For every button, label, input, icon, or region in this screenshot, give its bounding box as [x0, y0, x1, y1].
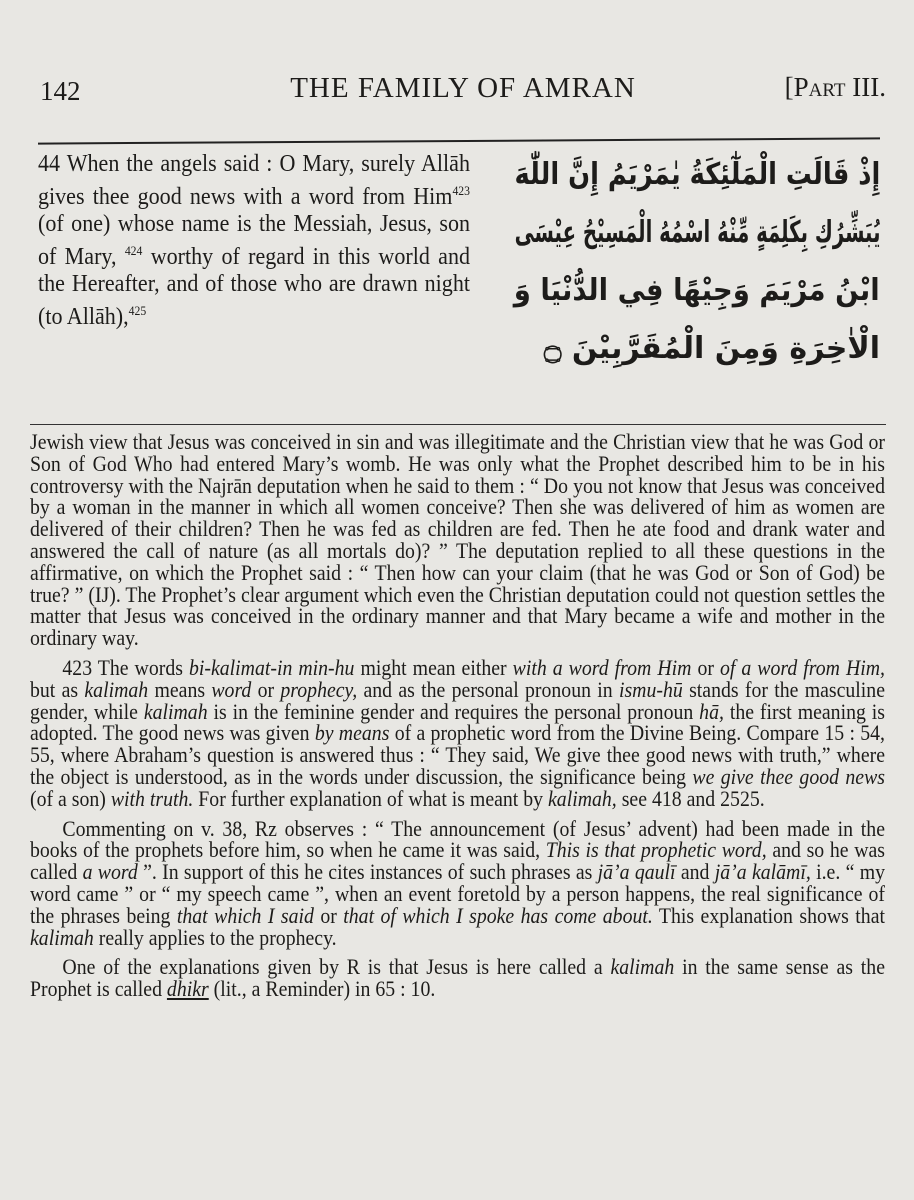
italic-term: This is that prophetic word, [545, 837, 767, 863]
text-run: i.e. “ my word came ” or “ my speech came ”, when an event foretold by a person happens, the real significance of the phrases being [30, 859, 885, 928]
italic-term: jā’a kalāmī, [714, 859, 811, 885]
text-run: ”. In support of this he cites instances of such phrases as [137, 859, 598, 885]
commentary-paragraph [30, 815, 886, 950]
italic-term: by means [314, 720, 390, 746]
italic-term: dhikr [166, 976, 209, 1002]
commentary-paragraph [30, 431, 885, 649]
italic-term: that which I said [176, 902, 314, 928]
page-header [40, 72, 886, 122]
footnote-ref: 425 [128, 303, 147, 318]
text-run: For further explanation of what is meant by [193, 785, 549, 811]
page-number: 142 [40, 76, 81, 106]
italic-term: bi-kalimat-in min-hu [188, 654, 355, 680]
text-run: might mean either [354, 654, 513, 680]
text-run: (lit., a Reminder) in 65 : 10. [208, 976, 436, 1002]
text-run: but as [30, 676, 85, 702]
verse-text: When the angels said : O Mary, surely Allāh gives thee good news with a word from Him [38, 150, 471, 210]
text-run: really applies to the prophecy. [93, 924, 337, 950]
text-run: of a prophetic word from the Divine Being. Compare 15 : 54, 55, where Abraham’s question is answered thus : “ They said, We give thee good news with truth,” where the object is understood, as in the words under discussion, the significance being [30, 720, 885, 789]
commentary [30, 431, 885, 1008]
italic-term: kalimah, [548, 785, 617, 811]
text-run: or [251, 676, 281, 702]
text-run: One of the explanations given by R is that Jesus is here called a [62, 954, 611, 980]
text-run: or [313, 902, 344, 928]
text-run: or [691, 654, 720, 680]
text-run: This explanation shows that [652, 902, 886, 928]
verse-number: 44 [38, 150, 61, 177]
commentary-paragraph [30, 956, 885, 1000]
text-run: is in the feminine gender and requires the personal pronoun [207, 698, 700, 724]
italic-term: of a word from Him, [719, 654, 886, 680]
italic-term: a word [82, 859, 138, 885]
text-run: Jewish view that Jesus was conceived in sin and was illegitimate and the Christian view that he was God or Son of God Who had entered Mary’s womb. He was only what the Prophet described him to be in his controversy with the Najrān deputation when he said to them : “ Do you not know that Jesus was conceived by a woman in the manner in which all women conceive? Then she was delivered of him as women are delivered of their children? Then he was fed as children are fed. Then he ate food and drank water and answered the call of nature (as all mortals do)? ” The deputation replied to all these questions in the affirmative, on which the Prophet said : “ Then how can your claim (that he was God or Son of God) be true? ” (IJ). The Prophet’s clear argument which even the Christian deputation could not question settles the matter that Jesus was conceived in the ordinary manner and that Mary became a wife and mother in the ordinary way. [30, 429, 885, 651]
header-rule [38, 137, 880, 144]
text-run: stands for the masculine gender, while [30, 676, 885, 724]
footnote-ref: 424 [124, 243, 143, 258]
text-run: and [675, 859, 715, 885]
italic-term: we give thee good news [692, 763, 885, 789]
italic-term: kalimah [30, 924, 94, 950]
italic-term: kalimah [610, 954, 675, 980]
italic-term: kalimah [143, 698, 208, 724]
section-divider [30, 424, 886, 425]
italic-term: that of which I spoke has come about. [343, 902, 653, 928]
italic-term: hā, [699, 698, 724, 724]
italic-term: jā’a qaulī [597, 859, 676, 885]
italic-term: prophecy, [280, 676, 358, 702]
italic-term: with truth. [110, 785, 194, 811]
arabic-line: الْاٰخِرَةِ وَمِنَ الْمُقَرَّبِيْنَ ۝ [543, 331, 880, 366]
italic-term: with a word from Him [512, 654, 692, 680]
commentary-paragraph [30, 654, 886, 811]
italic-term: word [211, 676, 252, 702]
arabic-verse [510, 146, 880, 378]
arabic-line: ابْنُ مَرْيَمَ وَجِيْهًا فِي الدُّنْيَا وَ [514, 273, 880, 308]
part-label: [Part III. [784, 72, 886, 102]
chapter-title: THE FAMILY OF AMRAN [290, 72, 636, 104]
verse-translation [38, 150, 470, 330]
text-run: and so he was called [30, 837, 885, 885]
verse-text: worthy of regard in this world and the Hereafter, and of those who are drawn night (to Allāh), [38, 243, 470, 330]
arabic-line: إِذْ قَالَتِ الْمَلٰٓئِكَةُ يٰمَرْيَمُ إِنَّ اللّٰهَ [514, 157, 880, 192]
text-run: 423 The words [62, 654, 189, 680]
footnote-ref: 423 [452, 183, 470, 198]
text-run: means [148, 676, 212, 702]
text-run: Commenting on v. 38, Rz observes : “ The announcement (of Jesus’ advent) had been made in the books of the prophets before him, so when he came it was said, [30, 815, 885, 863]
verse-text: (of one) whose name is the Messiah, Jesus, son of Mary, [38, 210, 470, 270]
arabic-line: يُبَشِّرُكِ بِكَلِمَةٍ مِّنْهُ اسْمُهُ الْمَسِيْحُ عِيْسَى [514, 215, 880, 250]
text-run: and as the personal pronoun in [357, 676, 619, 702]
text-run: the first meaning is adopted. The good news was given [30, 698, 885, 746]
italic-term: kalimah [84, 676, 149, 702]
italic-term: ismu-hū [618, 676, 683, 702]
text-run: (of a son) [30, 785, 111, 811]
text-run: see 418 and 2525. [616, 785, 765, 811]
text-run: in the same sense as the Prophet is called [30, 954, 885, 1002]
